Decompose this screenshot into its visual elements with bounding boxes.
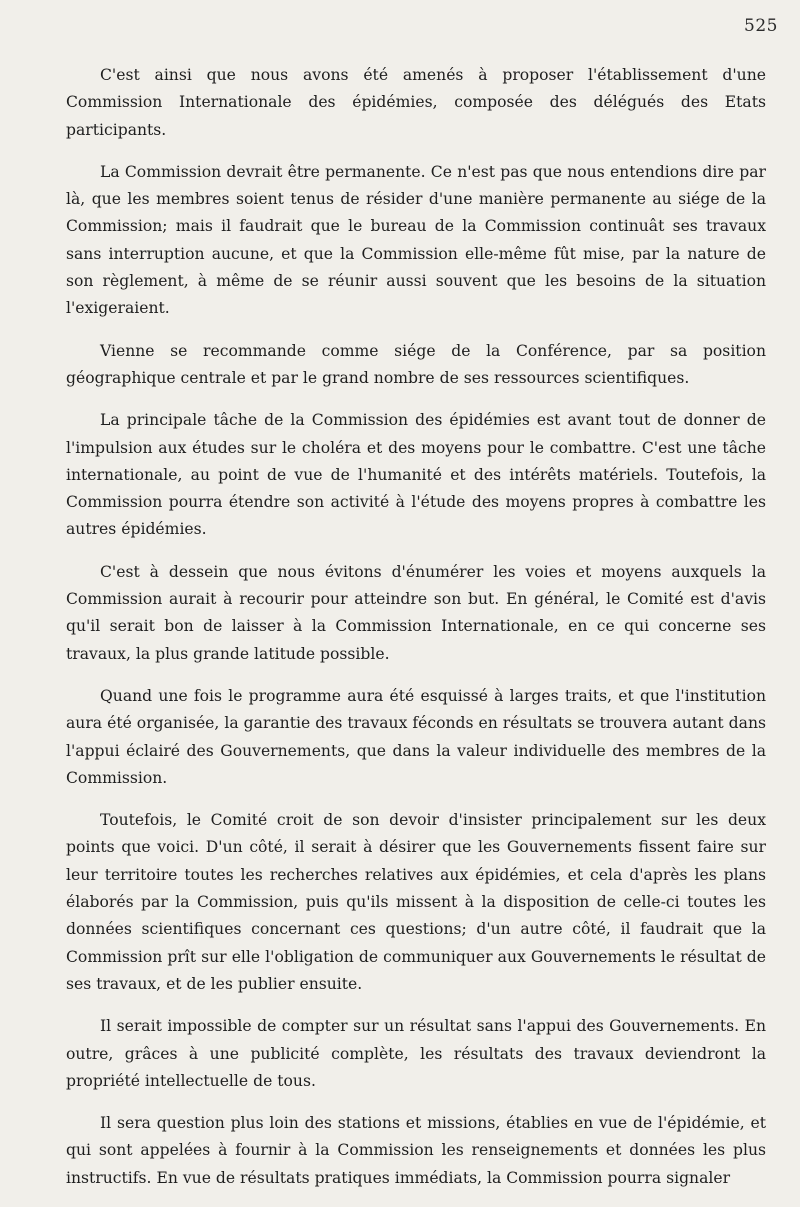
paragraph-6: Quand une fois le programme aura été esquissé à larges traits, et que l'institution aura été organisée, la garantie des travaux féconds en résultats se trouvera autant dans l'appui éclairé des Gouvernements, que dans la valeur individuelle des membres de la Commission. (66, 686, 766, 787)
page-number: 525 (744, 16, 778, 36)
paragraph-1: C'est ainsi que nous avons été amenés à proposer l'établissement d'une Commission Internationale des épidémies, composée des délégués des Etats participants. (66, 66, 766, 139)
paragraph-8: Il serait impossible de compter sur un résultat sans l'appui des Gouvernements. En outre, grâces à une publicité complète, les résultats des travaux deviendront la propriété intellectuelle de tous. (66, 1017, 766, 1090)
paragraph-5: C'est à dessein que nous évitons d'énumérer les voies et moyens auxquels la Commission aurait à recourir pour atteindre son but. En général, le Comité est d'avis qu'il serait bon de laisser à la Commission Internationale, en ce qui concerne ses travaux, la plus grande latitude possible. (66, 562, 766, 663)
paragraph-3: Vienne se recommande comme siége de la Conférence, par sa position géographique centrale et par le grand nombre de ses ressources scientifiques. (66, 341, 766, 387)
paragraph-7: Toutefois, le Comité croit de son devoir d'insister principalement sur les deux points que voici. D'un côté, il serait à désirer que les Gouvernements fissent faire sur leur territoire toutes les recherches relatives aux épidémies, et cela d'après les plans élaborés par la Commission, puis qu'ils missent à la disposition de celle-ci toutes les données scientifiques concernant ces questions; d'un autre côté, il faudrait que la Commission prît sur elle l'obligation de communiquer aux Gouvernements le résultat de ses travaux, et de les publier ensuite. (66, 811, 766, 993)
paragraph-4: La principale tâche de la Commission des épidémies est avant tout de donner de l'impulsion aux études sur le choléra et des moyens pour le combattre. C'est une tâche internationale, au point de vue de l'humanité et des intérêts matériels. Toutefois, la Commission pourra étendre son activité à l'étude des moyens propres à combattre les autres épidémies. (66, 411, 766, 539)
text-body (66, 62, 766, 1207)
paragraph-2: La Commission devrait être permanente. Ce n'est pas que nous entendions dire par là, que les membres soient tenus de résider d'une manière permanente au siége de la Commission; mais il faudrait que le bureau de la Commission continuât ses travaux sans interruption aucune, et que la Commission elle-même fût mise, par la nature de son règlement, à même de se réunir aussi souvent que les besoins de la situation l'exigeraient. (66, 162, 766, 318)
paragraph-9: Il sera question plus loin des stations et missions, établies en vue de l'épidémie, et qui sont appelées à fournir à la Commission les renseignements et données les plus instructifs. En vue de résultats pratiques immédiats, la Commission pourra signaler (66, 1114, 766, 1187)
